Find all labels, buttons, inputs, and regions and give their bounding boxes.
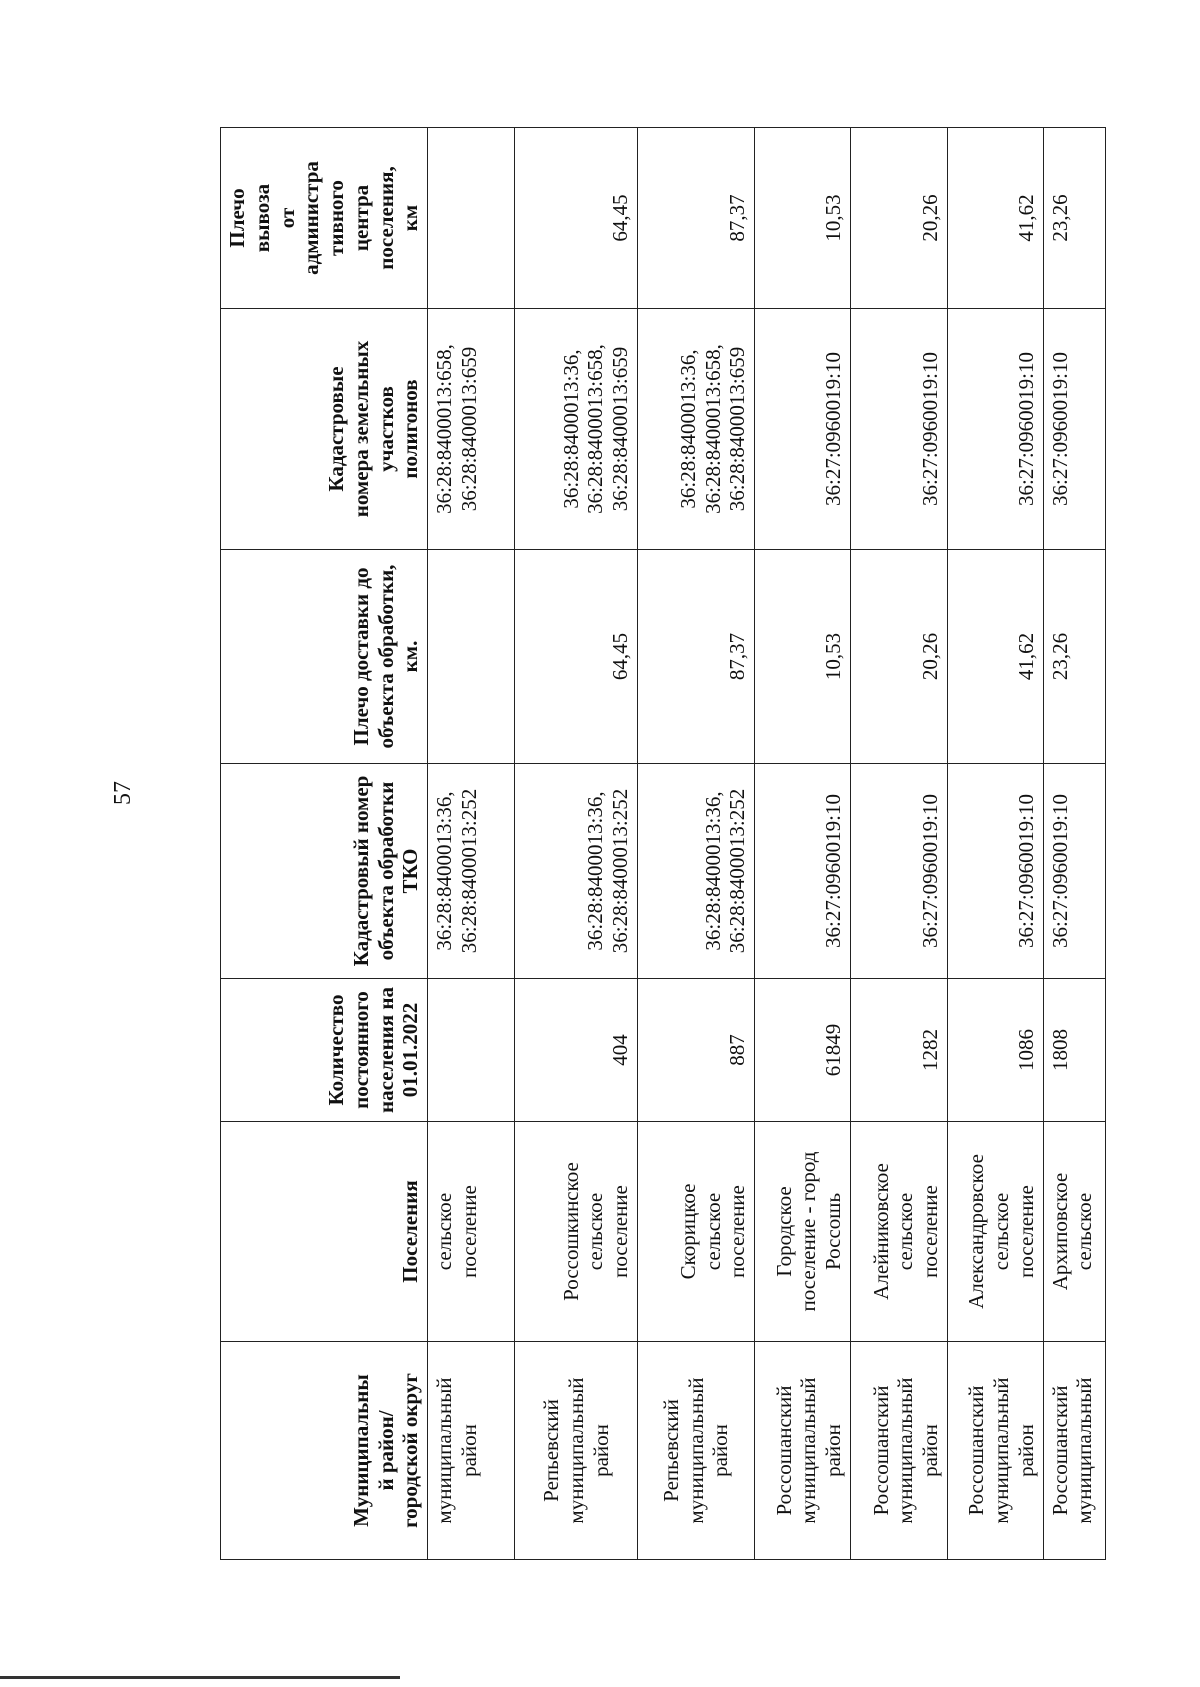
table-row bbox=[755, 128, 851, 1560]
header-settlement: Поселения bbox=[221, 1122, 428, 1342]
cell-population: 1086 bbox=[947, 979, 1043, 1122]
cell-facility-cadastral: 36:28:8400013:36, 36:28:8400013:252 bbox=[637, 764, 754, 979]
table-row bbox=[428, 128, 515, 1560]
cell-population bbox=[428, 979, 515, 1122]
cell-district: Россошанский муниципальный район bbox=[850, 1342, 947, 1560]
cell-settlement: Александровское сельское поселение bbox=[947, 1122, 1043, 1342]
waste-logistics-table bbox=[220, 127, 1106, 1560]
cell-haul-distance: 20,26 bbox=[850, 128, 947, 309]
cell-settlement: Архиповское сельское bbox=[1043, 1122, 1105, 1342]
cell-settlement: Городское поселение - город Россошь bbox=[755, 1122, 851, 1342]
cell-delivery-distance bbox=[428, 550, 515, 764]
cell-population: 404 bbox=[515, 979, 637, 1122]
cell-delivery-distance: 23,26 bbox=[1043, 550, 1105, 764]
cell-facility-cadastral: 36:27:0960019:10 bbox=[1043, 764, 1105, 979]
cell-plot-cadastral: 36:27:0960019:10 bbox=[850, 309, 947, 550]
table-row bbox=[947, 128, 1043, 1560]
table-container bbox=[220, 128, 1106, 1560]
cell-delivery-distance: 41,62 bbox=[947, 550, 1043, 764]
scan-edge-line bbox=[0, 1676, 400, 1679]
cell-population: 1808 bbox=[1043, 979, 1105, 1122]
cell-population: 1282 bbox=[850, 979, 947, 1122]
cell-settlement: сельское поселение bbox=[428, 1122, 515, 1342]
cell-settlement: Скорицкое сельское поселение bbox=[637, 1122, 754, 1342]
cell-facility-cadastral: 36:28:8400013:36, 36:28:8400013:252 bbox=[428, 764, 515, 979]
header-row bbox=[221, 128, 428, 1560]
cell-haul-distance: 10,53 bbox=[755, 128, 851, 309]
table-row bbox=[850, 128, 947, 1560]
cell-delivery-distance: 10,53 bbox=[755, 550, 851, 764]
cell-delivery-distance: 87,37 bbox=[637, 550, 754, 764]
cell-plot-cadastral: 36:28:8400013:36, 36:28:8400013:658, 36:28:8400013:659 bbox=[515, 309, 637, 550]
cell-facility-cadastral: 36:28:8400013:36, 36:28:8400013:252 bbox=[515, 764, 637, 979]
cell-population: 887 bbox=[637, 979, 754, 1122]
table-row bbox=[515, 128, 637, 1560]
cell-haul-distance bbox=[428, 128, 515, 309]
cell-haul-distance: 64,45 bbox=[515, 128, 637, 309]
cell-district: Россошанский муниципальный bbox=[1043, 1342, 1105, 1560]
cell-population: 61849 bbox=[755, 979, 851, 1122]
cell-haul-distance: 41,62 bbox=[947, 128, 1043, 309]
cell-plot-cadastral: 36:27:0960019:10 bbox=[755, 309, 851, 550]
cell-facility-cadastral: 36:27:0960019:10 bbox=[850, 764, 947, 979]
header-delivery-distance: Плечо доставки до объекта обработки, км. bbox=[221, 550, 428, 764]
cell-district: Россошанский муниципальный район bbox=[947, 1342, 1043, 1560]
cell-plot-cadastral: 36:28:8400013:36, 36:28:8400013:658, 36:28:8400013:659 bbox=[637, 309, 754, 550]
cell-delivery-distance: 64,45 bbox=[515, 550, 637, 764]
cell-facility-cadastral: 36:27:0960019:10 bbox=[755, 764, 851, 979]
cell-district: Россошанский муниципальный район bbox=[755, 1342, 851, 1560]
cell-plot-cadastral: 36:27:0960019:10 bbox=[1043, 309, 1105, 550]
cell-district: Репьевский муниципальный район bbox=[515, 1342, 637, 1560]
cell-settlement: Алейниковское сельское поселение bbox=[850, 1122, 947, 1342]
cell-haul-distance: 23,26 bbox=[1043, 128, 1105, 309]
cell-district: муниципальный район bbox=[428, 1342, 515, 1560]
cell-district: Репьевский муниципальный район bbox=[637, 1342, 754, 1560]
table-row bbox=[637, 128, 754, 1560]
cell-haul-distance: 87,37 bbox=[637, 128, 754, 309]
page-number: 57 bbox=[110, 781, 136, 805]
header-facility-cadastral: Кадастровый номер объекта обработки ТКО bbox=[221, 764, 428, 979]
cell-plot-cadastral: 36:28:8400013:658, 36:28:8400013:659 bbox=[428, 309, 515, 550]
header-population: Количество постоянного населения на 01.01.2022 bbox=[221, 979, 428, 1122]
header-haul-distance: Плечо вывоза от администра тивного центра поселения, км bbox=[221, 128, 428, 309]
header-plot-cadastral: Кадастровые номера земельных участков полигонов bbox=[221, 309, 428, 550]
cell-facility-cadastral: 36:27:0960019:10 bbox=[947, 764, 1043, 979]
cell-plot-cadastral: 36:27:0960019:10 bbox=[947, 309, 1043, 550]
cell-settlement: Россошкинское сельское поселение bbox=[515, 1122, 637, 1342]
cell-delivery-distance: 20,26 bbox=[850, 550, 947, 764]
table-row bbox=[1043, 128, 1105, 1560]
header-district: Муниципальны й район/ городской округ bbox=[221, 1342, 428, 1560]
